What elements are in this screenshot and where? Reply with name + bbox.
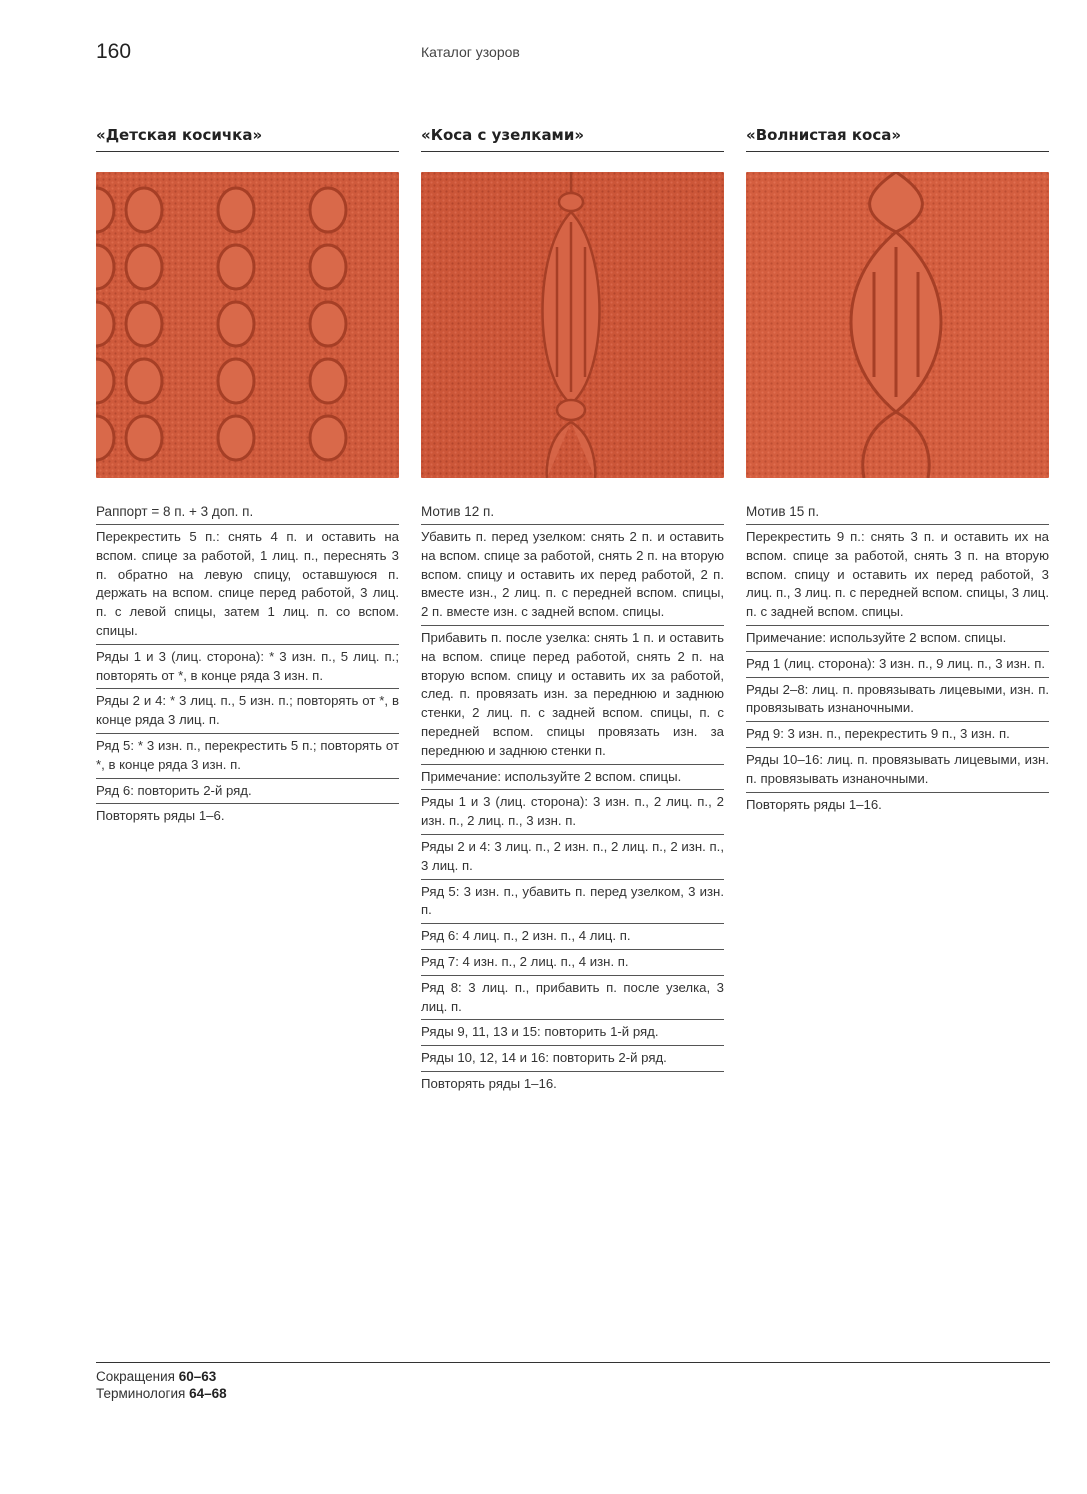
- instruction-line: Примечание: используйте 2 вспом. спицы.: [746, 626, 1049, 652]
- instruction-line: Ряд 5: 3 изн. п., убавить п. перед узелком, 3 изн. п.: [421, 880, 724, 925]
- footer-label: Терминология: [96, 1386, 186, 1401]
- instruction-line: Повторять ряды 1–16.: [746, 796, 882, 812]
- knit-swatch-image: [746, 172, 1049, 478]
- pattern-repeat: Мотив 12 п.: [421, 504, 724, 525]
- footer-pages: 64–68: [189, 1386, 227, 1401]
- pattern-column-1: [96, 126, 399, 829]
- instruction-line: Перекрестить 9 п.: снять 3 п. и оставить их на вспом. спице за работой, снять 3 п. на вторую вспом. спицу и оставить их перед работой, 3 лиц. п., 3 лиц. п. с передней вспом. спицы, 3 лиц. п. с задней вспом. спицы.: [746, 525, 1049, 626]
- pattern-title: «Волнистая коса»: [746, 126, 1049, 152]
- instruction-line: Ряд 9: 3 изн. п., перекрестить 9 п., 3 изн. п.: [746, 722, 1049, 748]
- pattern-title: «Детская косичка»: [96, 126, 399, 152]
- instruction-line: Повторять ряды 1–16.: [421, 1075, 557, 1091]
- instruction-line: Ряд 6: 4 лиц. п., 2 изн. п., 4 лиц. п.: [421, 924, 724, 950]
- page-number: 160: [96, 40, 132, 63]
- instruction-line: Ряды 10, 12, 14 и 16: повторить 2-й ряд.: [421, 1046, 724, 1072]
- knit-swatch-image: [421, 172, 724, 478]
- instruction-line: Ряд 6: повторить 2-й ряд.: [96, 779, 399, 805]
- pattern-column-2: [421, 126, 724, 1097]
- instruction-line: Повторять ряды 1–6.: [96, 808, 225, 824]
- instruction-line: Ряды 1 и 3 (лиц. сторона): * 3 изн. п., 5 лиц. п.; повторять от *, в конце ряда 3 изн. п.: [96, 645, 399, 690]
- footer-label: Сокращения: [96, 1369, 175, 1384]
- instruction-line: Ряд 1 (лиц. сторона): 3 изн. п., 9 лиц. п., 3 изн. п.: [746, 652, 1049, 678]
- pattern-repeat: Мотив 15 п.: [746, 504, 1049, 525]
- pattern-column-3: [746, 126, 1049, 817]
- instruction-line: Ряды 2 и 4: * 3 лиц. п., 5 изн. п.; повторять от *, в конце ряда 3 лиц. п.: [96, 689, 399, 734]
- instruction-line: Ряд 7: 4 изн. п., 2 лиц. п., 4 изн. п.: [421, 950, 724, 976]
- pattern-repeat: Раппорт = 8 п. + 3 доп. п.: [96, 504, 399, 525]
- running-head: Каталог узоров: [421, 44, 520, 60]
- footer-line-abbreviations: [96, 1368, 227, 1385]
- instruction-line: Примечание: используйте 2 вспом. спицы.: [421, 765, 724, 791]
- footer-line-terminology: [96, 1385, 227, 1402]
- instruction-line: Ряды 2 и 4: 3 лиц. п., 2 изн. п., 2 лиц. п., 2 изн. п., 3 лиц. п.: [421, 835, 724, 880]
- footer-pages: 60–63: [178, 1369, 217, 1384]
- instruction-line: Ряды 1 и 3 (лиц. сторона): 3 изн. п., 2 лиц. п., 2 изн. п., 2 лиц. п., 3 изн. п.: [421, 790, 724, 835]
- knit-swatch-image: [96, 172, 399, 478]
- footer-cross-references: [96, 1368, 227, 1402]
- instruction-line: Перекрестить 5 п.: снять 4 п. и оставить на вспом. спице за работой, 1 лиц. п., переснять 3 п. обратно на левую спицу, оставшуюся п. держать на вспом. спице перед работой, 3 лиц. п. с левой спицы, затем 1 лиц. п. со вспом. спицы.: [96, 525, 399, 645]
- instruction-line: Ряды 2–8: лиц. п. провязывать лицевыми, изн. п. провязывать изнаночными.: [746, 678, 1049, 723]
- pattern-title: «Коса с узелками»: [421, 126, 724, 152]
- instruction-line: Убавить п. перед узелком: снять 2 п. и оставить на вспом. спице за работой, снять 2 п. на вторую вспом. спицу и оставить их перед работой, 2 п. вместе изн., 2 лиц. п. с передней вспом. спицы, 2 п. вместе изн. с задней вспом. спицы.: [421, 525, 724, 626]
- instruction-line: Прибавить п. после узелка: снять 1 п. и оставить на вспом. спице перед работой, снять 2 п. на вторую вспом. спицу и оставить их за работой, след. п. провязать изн. за переднюю и заднюю стенки, 2 лиц. п. с задней вспом. спицы, п. с передней вспом. спицы провязать изн. за переднюю и заднюю стенки п.: [421, 626, 724, 765]
- instruction-line: Ряды 9, 11, 13 и 15: повторить 1-й ряд.: [421, 1020, 724, 1046]
- instruction-line: Ряды 10–16: лиц. п. провязывать лицевыми, изн. п. провязывать изнаночными.: [746, 748, 1049, 793]
- instruction-line: Ряд 8: 3 лиц. п., прибавить п. после узелка, 3 лиц. п.: [421, 976, 724, 1021]
- instruction-line: Ряд 5: * 3 изн. п., перекрестить 5 п.; повторять от *, в конце ряда 3 изн. п.: [96, 734, 399, 779]
- footer-rule: [96, 1362, 1050, 1363]
